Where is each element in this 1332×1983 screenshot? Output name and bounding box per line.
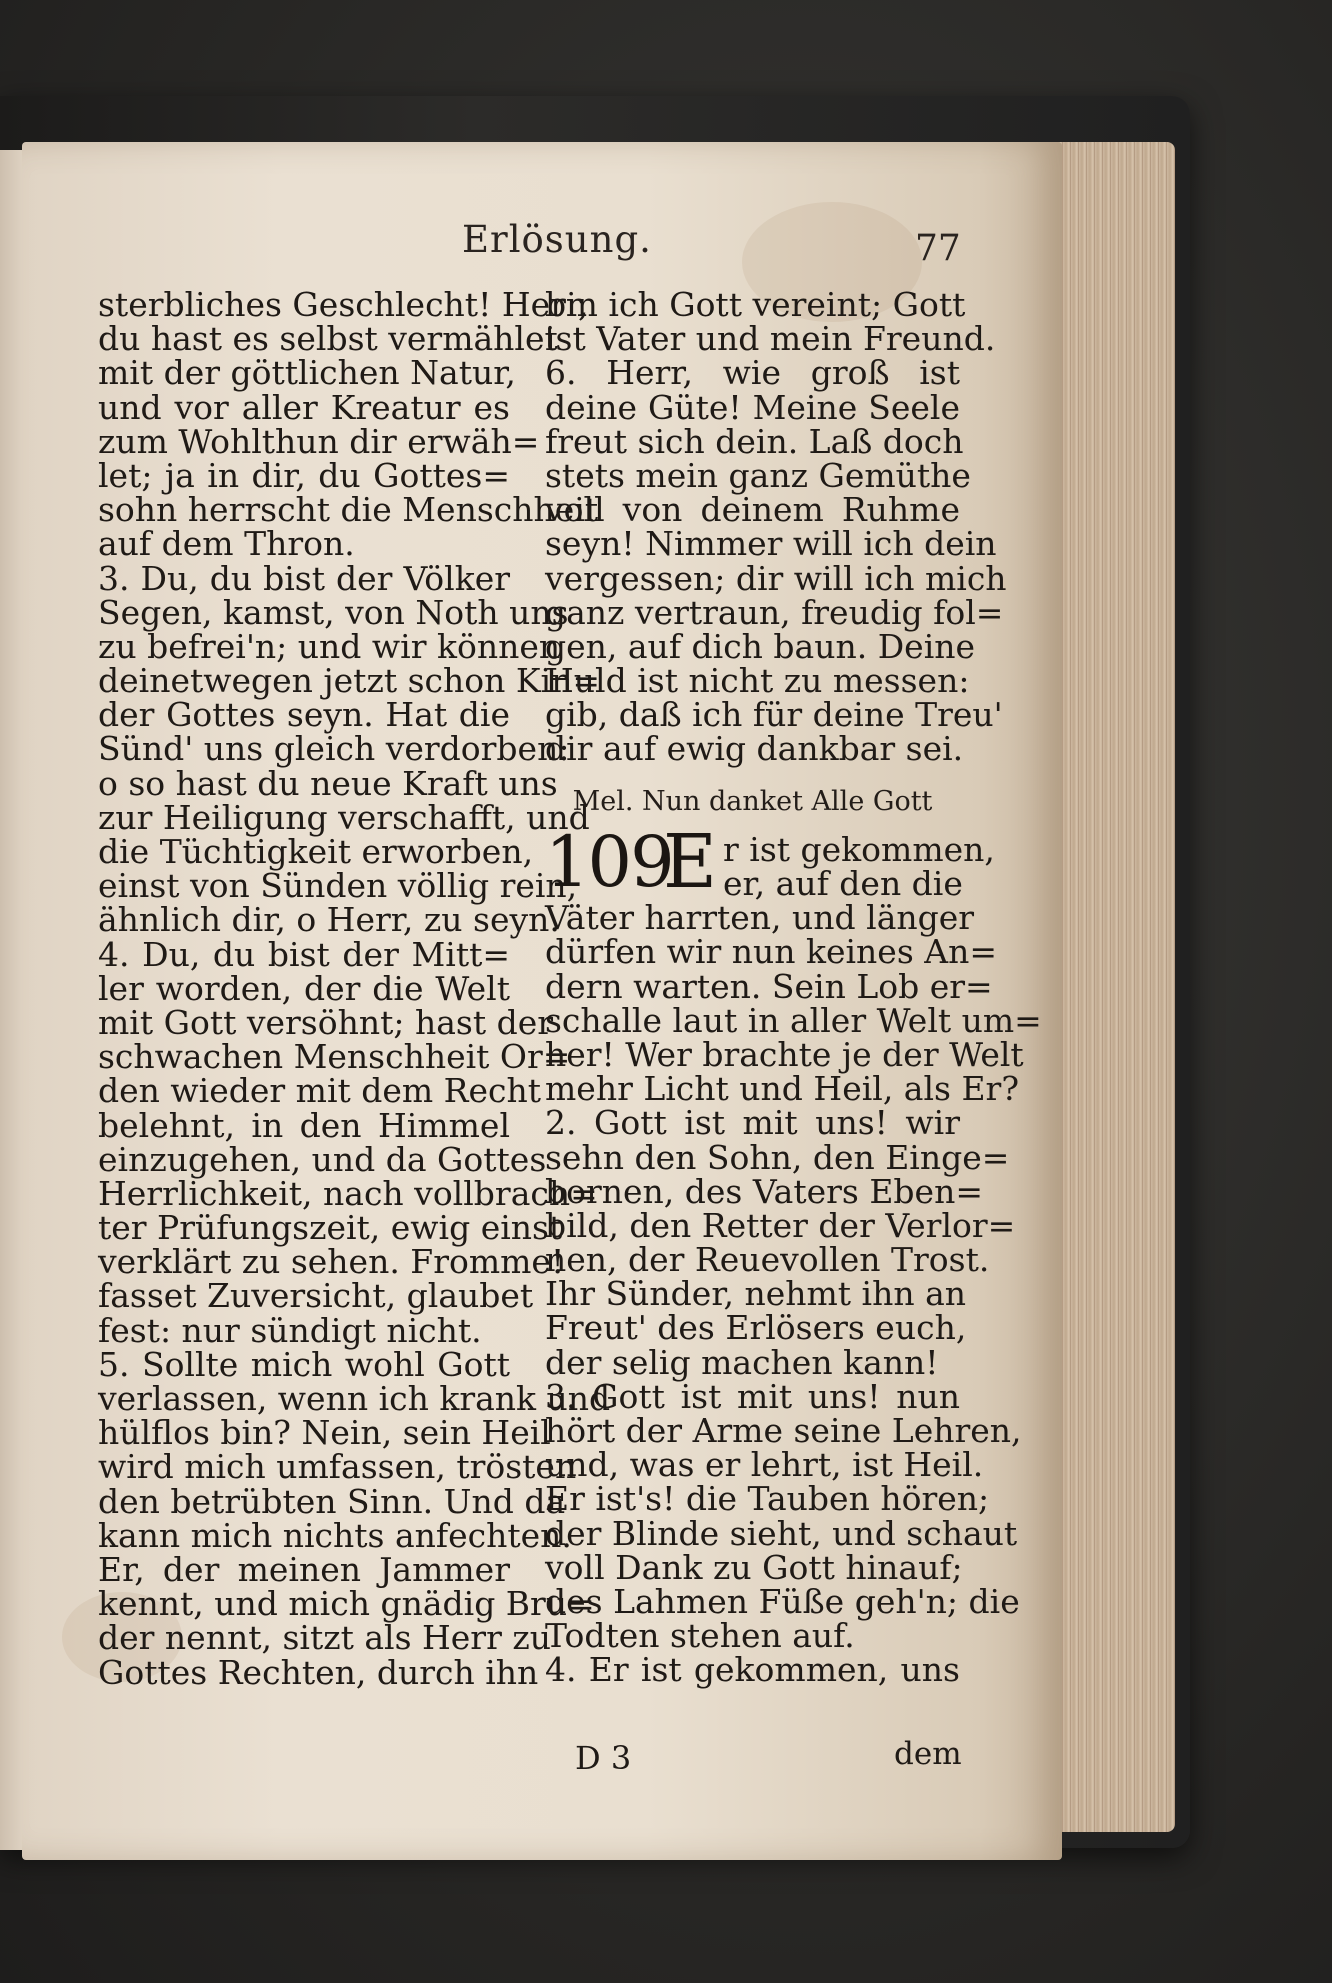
text-line: o so hast du neue Kraft uns <box>98 763 558 803</box>
text-line: mit Gott versöhnt; hast der <box>98 1002 554 1042</box>
text-line: Todten stehen auf. <box>545 1616 855 1656</box>
text-line: Herrlichkeit, nach vollbrach= <box>98 1173 598 1213</box>
text-line: verklärt zu sehen. Fromme! <box>98 1242 565 1282</box>
hymn-number: 109 <box>545 820 673 903</box>
text-line: ter Prüfungszeit, ewig einst <box>98 1208 563 1248</box>
text-line: mit der göttlichen Natur, <box>98 353 516 393</box>
text-line: auf dem Thron. <box>98 524 355 564</box>
text-line: Huld ist nicht zu messen: <box>545 661 970 701</box>
text-line: wird mich umfassen, trösten <box>98 1447 577 1487</box>
text-line: den wieder mit dem Recht <box>98 1071 542 1111</box>
text-line: der nennt, sitzt als Herr zu <box>98 1618 551 1658</box>
text-line: hört der Arme seine Lehren, <box>545 1411 1022 1451</box>
hymn-body <box>545 898 1042 1690</box>
text-line: du hast es selbst vermählet <box>98 319 558 359</box>
text-line: der selig machen kann! <box>545 1342 939 1382</box>
text-line: Er, der meinen Jammer <box>98 1549 510 1589</box>
text-line: Väter harrten, und länger <box>545 898 975 938</box>
text-line: mehr Licht und Heil, als Er? <box>545 1069 1020 1109</box>
text-line: 5. Sollte mich wohl Gott <box>98 1344 510 1384</box>
text-line: er, auf den die <box>723 864 963 904</box>
text-line: ganz vertraun, freudig fol= <box>545 592 1004 632</box>
drop-cap: E <box>663 818 718 905</box>
text-line: stets mein ganz Gemüthe <box>545 455 971 495</box>
text-line: und, was er lehrt, ist Heil. <box>545 1445 984 1485</box>
text-line: belehnt, in den Himmel <box>98 1105 510 1145</box>
text-line: hülflos bin? Nein, sein Heil <box>98 1413 551 1453</box>
text-line: 2. Gott ist mit uns! wir <box>545 1103 960 1143</box>
text-line: gib, daß ich für deine Treu' <box>545 695 1003 735</box>
text-line: dürfen wir nun keines An= <box>545 932 997 972</box>
page-edges <box>1055 142 1175 1832</box>
text-line: voll von deinem Ruhme <box>545 490 960 530</box>
page-number: 77 <box>915 228 961 269</box>
text-line: Gottes Rechten, durch ihn <box>98 1652 539 1692</box>
text-line: freut sich dein. Laß doch <box>545 421 964 461</box>
text-line: 4. Du, du bist der Mitt= <box>98 934 510 974</box>
text-line: dir auf ewig dankbar sei. <box>545 729 964 769</box>
text-line: Segen, kamst, von Noth uns <box>98 592 569 632</box>
text-line: vergessen; dir will ich mich <box>545 558 1007 598</box>
text-line: deinetwegen jetzt schon Kin= <box>98 661 600 701</box>
text-line: 4. Er ist gekommen, uns <box>545 1650 960 1690</box>
text-line: let; ja in dir, du Gottes= <box>98 455 510 495</box>
running-title: Erlösung. <box>462 218 652 261</box>
signature-mark: D 3 <box>575 1739 632 1777</box>
text-line: einst von Sünden völlig rein, <box>98 866 578 906</box>
text-line: verlassen, wenn ich krank und <box>98 1379 611 1418</box>
text-line: bin ich Gott vereint; Gott <box>545 285 966 324</box>
hymn-start <box>545 818 995 905</box>
text-line: einzugehen, und da Gottes <box>98 1139 547 1179</box>
text-line: ler worden, der die Welt <box>98 968 510 1008</box>
text-line: ist Vater und mein Freund. <box>545 319 996 359</box>
catchword: dem <box>894 1736 962 1772</box>
text-line: sohn herrscht die Menschheit <box>98 490 599 530</box>
text-line: des Lahmen Füße geh'n; die <box>545 1581 1020 1621</box>
text-line: der Gottes seyn. Hat die <box>98 695 510 735</box>
text-line: schwachen Menschheit Or= <box>98 1037 571 1077</box>
text-line: 3. Gott ist mit uns! nun <box>545 1376 960 1416</box>
text-line: voll Dank zu Gott hinauf; <box>545 1547 963 1587</box>
text-line: nen, der Reuevollen Trost. <box>545 1240 990 1280</box>
text-line: 3. Du, du bist der Völker <box>98 558 510 598</box>
text-line: r ist gekommen, <box>723 829 995 869</box>
text-line: Sünd' uns gleich verdorben: <box>98 729 570 769</box>
text-line: bild, den Retter der Verlor= <box>545 1205 1016 1245</box>
text-line: zur Heiligung verschafft, und <box>98 797 590 837</box>
text-line: gen, auf dich baun. Deine <box>545 626 976 666</box>
text-line: fest: nur sündigt nicht. <box>98 1310 482 1350</box>
text-line: ähnlich dir, o Herr, zu seyn. <box>98 900 560 940</box>
text-line: kennt, und mich gnädig Bru= <box>98 1584 595 1624</box>
text-line: 6. Herr, wie groß ist <box>545 353 960 393</box>
text-line: zu befrei'n; und wir können <box>98 626 561 666</box>
text-line: den betrübten Sinn. Und da <box>98 1481 566 1521</box>
text-line: zum Wohlthun dir erwäh= <box>98 421 540 461</box>
right-column-top <box>545 285 1007 769</box>
text-line: Er ist's! die Tauben hören; <box>545 1479 990 1519</box>
right-column <box>545 285 1042 1690</box>
text-line: die Tüchtigkeit erworben, <box>98 832 534 871</box>
text-line: fasset Zuversicht, glaubet <box>98 1276 534 1316</box>
text-line: deine Güte! Meine Seele <box>545 387 960 427</box>
text-line: bornen, des Vaters Eben= <box>545 1171 983 1211</box>
text-line: Ihr Sünder, nehmt ihn an <box>545 1274 967 1314</box>
text-line: der Blinde sieht, und schaut <box>545 1513 1018 1553</box>
text-line: sehn den Sohn, den Einge= <box>545 1137 1010 1177</box>
text-line: seyn! Nimmer will ich dein <box>545 524 997 564</box>
text-line: schalle laut in aller Welt um= <box>545 1000 1042 1040</box>
text-line: sterbliches Geschlecht! Herr, <box>98 285 589 324</box>
text-line: dern warten. Sein Lob er= <box>545 966 993 1006</box>
text-line: kann mich nichts anfechten. <box>98 1515 572 1555</box>
text-line: her! Wer brachte je der Welt <box>545 1034 1024 1074</box>
text-line: und vor aller Kreatur es <box>98 387 510 427</box>
melody-line: Mel. Nun danket Alle Gott <box>572 785 933 817</box>
text-line: Freut' des Erlösers euch, <box>545 1308 967 1348</box>
